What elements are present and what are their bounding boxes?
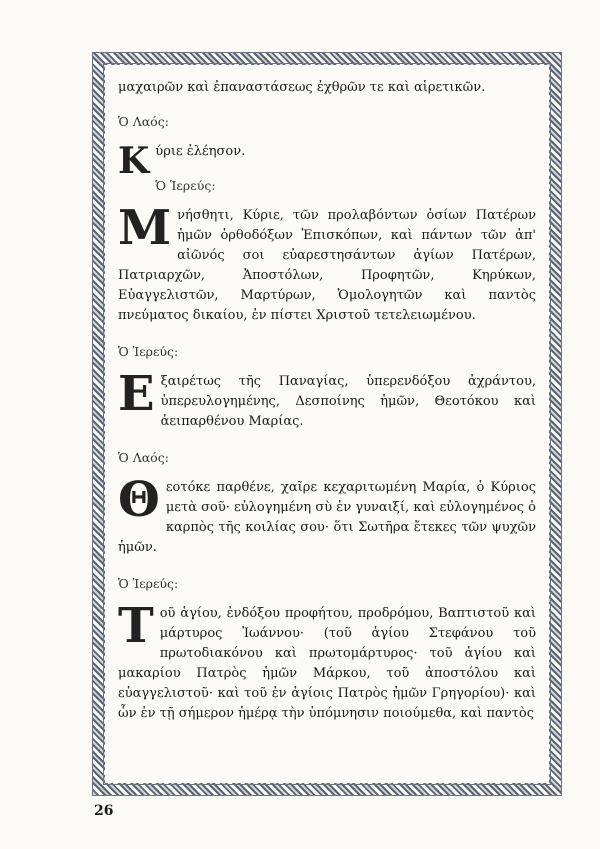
- paragraph: [118, 366, 536, 432]
- paragraph: [118, 200, 536, 326]
- page-content: [118, 78, 536, 740]
- speaker-label: Ὁ Ἱερεύς:: [155, 178, 216, 193]
- top-line: μαχαιρῶν καὶ ἐπαναστάσεως ἐχθρῶν τε καὶ αἱρετικῶν.: [118, 80, 486, 95]
- drop-cap: Μ: [118, 200, 172, 256]
- page-number: 26: [94, 803, 114, 819]
- paragraph-text: νήσθητι, Κύριε, τῶν προλαβόντων ὁσίων Πατέρων ἡμῶν ὀρθοδόξων Ἐπισκόπων, καὶ πάντων τῶν ἀπ' αἰῶνός σοι εὐαρεστησάντων ἁγίων Πατέρων, Πατριαρχῶν, Ἀποστόλων, Προφητῶν, Κηρύκων, Εὐαγγελιστῶν, Μαρτύρων, Ὁμολογητῶν καὶ παντὸς πνεύματος δικαίου, ἐν πίστει Χριστοῦ τετελειωμένου.: [118, 208, 536, 323]
- drop-cap: Τ: [118, 598, 154, 654]
- liturgy-block-5: [118, 574, 536, 724]
- liturgy-block-1: [118, 112, 536, 182]
- paragraph-text: ξαιρέτως τῆς Παναγίας, ὑπερενδόξου ἀχράντου, ὑπερευλογημένης, Δεσποίνης ἡμῶν, Θεοτόκου καὶ ἀειπαρθένου Μαρίας.: [160, 374, 536, 429]
- paragraph-text: ύριε ἐλέησον.: [155, 144, 246, 159]
- liturgy-block-3: [118, 342, 536, 432]
- speaker-label: Ὁ Ἱερεύς:: [118, 344, 179, 359]
- speaker-label: Ὁ Ἱερεύς:: [118, 576, 179, 591]
- response-text: [118, 140, 536, 182]
- paragraph-text: οῦ ἁγίου, ἐνδόξου προφήτου, προδρόμου, Βαπτιστοῦ καὶ μάρτυρος Ἰωάννου· (τοῦ ἁγίου Στεφάνου τοῦ πρωτοδιακόνου καὶ πρωτομάρτυρος· τοῦ ἁγίου καὶ μακαρίου Πατρὸς ἡμῶν Μάρκου, τοῦ ἀποστόλου καὶ εὐαγγελιστοῦ· καὶ τοῦ ἐν ἁγίοις Πατρὸς ἡμῶν Γρηγορίου)· καὶ ὧν ἐν τῇ σήμερον ἡμέρᾳ τὴν ὑπόμνησιν ποιούμεθα, καὶ παντὸς: [118, 606, 536, 721]
- liturgy-block-2: [118, 176, 536, 326]
- drop-cap: Θ: [118, 472, 160, 528]
- speaker-label: Ὁ Λαός:: [118, 450, 169, 465]
- drop-cap: Ε: [118, 366, 155, 422]
- drop-cap: Κ: [118, 140, 150, 182]
- paragraph: [118, 472, 536, 558]
- paragraph-text: εοτόκε παρθένε, χαῖρε κεχαριτωμένη Μαρία, ὁ Κύριος μετὰ σοῦ· εὐλογημένη σὺ ἐν γυναιξί, καὶ εὐλογημένος ὁ καρπὸς τῆς κοιλίας σου· ὅτι Σωτῆρα ἔτεκες τῶν ψυχῶν ἡμῶν.: [118, 480, 536, 555]
- liturgy-block-4: [118, 448, 536, 558]
- speaker-label: Ὁ Λαός:: [118, 114, 169, 129]
- paragraph: [118, 598, 536, 724]
